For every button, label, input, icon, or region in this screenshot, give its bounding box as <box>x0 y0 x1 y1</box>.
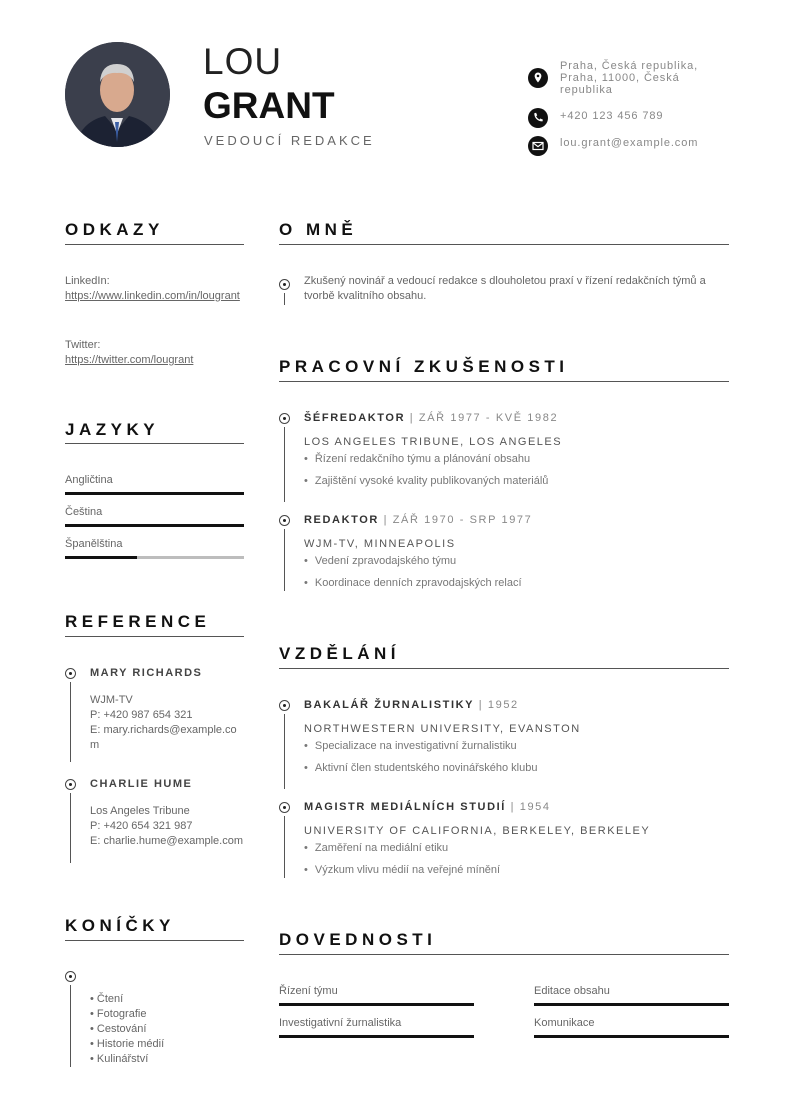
skill-level-bar <box>279 1035 474 1038</box>
timeline-dot-icon <box>65 668 76 679</box>
languages-heading: JAZYKY <box>65 420 160 439</box>
link-item-twitter <box>65 338 245 368</box>
skill-level-bar <box>534 1035 729 1038</box>
skill-level-fill <box>534 1003 729 1006</box>
skill-name: Komunikace <box>534 1017 595 1029</box>
timeline-dot-icon <box>279 515 290 526</box>
first-name: LOU <box>203 41 283 82</box>
language-level-bar <box>65 556 244 559</box>
linkedin-link[interactable]: https://www.linkedin.com/in/lougrant <box>65 290 240 302</box>
education-bullet: • Aktivní člen studentského novinářského klubu <box>304 762 537 774</box>
about-heading: O MNĚ <box>279 220 358 239</box>
skills-heading: DOVEDNOSTI <box>279 930 437 949</box>
location-pin-icon <box>528 68 548 88</box>
timeline-line <box>284 816 285 878</box>
timeline-dot-icon <box>65 971 76 982</box>
reference-phone: P: +420 654 321 987 <box>90 820 193 832</box>
about-rule <box>279 244 729 245</box>
language-level-bar <box>65 492 244 495</box>
timeline-dot-icon <box>279 700 290 711</box>
skill-level-bar <box>279 1003 474 1006</box>
reference-details <box>90 693 245 753</box>
job-title-line: REDAKTOR | ZÁŘ 1970 - SRP 1977 <box>304 514 533 526</box>
links-rule <box>65 244 244 245</box>
education-dates: 1954 <box>519 801 551 813</box>
education-rule <box>279 668 729 669</box>
job-title: REDAKTOR <box>304 514 379 526</box>
timeline-dot-icon <box>279 802 290 813</box>
education-title-line: MAGISTR MEDIÁLNÍCH STUDIÍ | 1954 <box>304 801 551 813</box>
skills-rule <box>279 954 729 955</box>
hobby-item: • Cestování <box>90 1022 164 1037</box>
timeline-line <box>70 985 71 1067</box>
skill-level-fill <box>279 1003 474 1006</box>
timeline-dot-icon <box>279 279 290 290</box>
education-title: BAKALÁŘ ŽURNALISTIKY <box>304 699 475 711</box>
profile-photo <box>65 42 170 147</box>
job-title-line: ŠÉFREDAKTOR | ZÁŘ 1977 - KVĚ 1982 <box>304 412 559 424</box>
links-heading: ODKAZY <box>65 220 164 239</box>
hobbies-list <box>90 992 164 1067</box>
language-level-bar <box>65 524 244 527</box>
about-text: Zkušený novinář a vedoucí redakce s dlouholetou praxí v řízení redakčních týmů a tvorbě kvalitního obsahu. <box>304 275 706 302</box>
language-level-fill <box>65 524 244 527</box>
timeline-line <box>284 714 285 789</box>
last-name: GRANT <box>203 85 335 126</box>
education-title: MAGISTR MEDIÁLNÍCH STUDIÍ <box>304 801 506 813</box>
link-label: Twitter: <box>65 339 101 351</box>
language-level-fill <box>65 556 137 559</box>
job-bullet: • Zajištění vysoké kvality publikovaných materiálů <box>304 475 548 487</box>
reference-email: E: charlie.hume@example.com <box>90 835 244 847</box>
hobby-item: • Čtení <box>90 992 164 1007</box>
reference-email: E: mary.richards@example.com <box>90 724 237 751</box>
skill-level-fill <box>279 1035 474 1038</box>
job-org: LOS ANGELES TRIBUNE, LOS ANGELES <box>304 436 563 448</box>
skill-name: Řízení týmu <box>279 985 338 997</box>
job-role: VEDOUCÍ REDAKCE <box>204 133 375 148</box>
reference-name: CHARLIE HUME <box>90 778 193 790</box>
reference-company: WJM-TV <box>90 694 133 706</box>
timeline-dot-icon <box>279 413 290 424</box>
reference-details <box>90 804 245 849</box>
phone-icon <box>528 108 548 128</box>
language-name: Čeština <box>65 506 103 518</box>
education-bullet: • Specializace na investigativní žurnalistiku <box>304 740 517 752</box>
hobby-item: • Historie médií <box>90 1037 164 1052</box>
language-name: Angličtina <box>65 474 113 486</box>
timeline-line <box>284 427 285 502</box>
skill-level-bar <box>534 1003 729 1006</box>
timeline-line <box>70 793 71 863</box>
language-level-fill <box>65 492 244 495</box>
education-org: UNIVERSITY OF CALIFORNIA, BERKELEY, BERKELEY <box>304 825 651 837</box>
reference-company: Los Angeles Tribune <box>90 805 190 817</box>
email-text: lou.grant@example.com <box>560 137 699 149</box>
address-text: Praha, Česká republika, Praha, 11000, Česká republika <box>560 60 699 96</box>
language-name: Španělština <box>65 538 123 550</box>
link-label: LinkedIn: <box>65 275 110 287</box>
skill-name: Investigativní žurnalistika <box>279 1017 402 1029</box>
reference-phone: P: +420 987 654 321 <box>90 709 193 721</box>
hobbies-rule <box>65 940 244 941</box>
job-bullet: • Řízení redakčního týmu a plánování obsahu <box>304 453 530 465</box>
job-title: ŠÉFREDAKTOR <box>304 412 406 424</box>
job-bullet: • Vedení zpravodajského týmu <box>304 555 456 567</box>
reference-name: MARY RICHARDS <box>90 667 203 679</box>
job-org: WJM-TV, MINNEAPOLIS <box>304 538 456 550</box>
twitter-link[interactable]: https://twitter.com/lougrant <box>65 354 194 366</box>
references-rule <box>65 636 244 637</box>
experience-rule <box>279 381 729 382</box>
education-bullet: • Výzkum vlivu médií na veřejné mínění <box>304 864 500 876</box>
skill-name: Editace obsahu <box>534 985 610 997</box>
timeline-line <box>284 529 285 591</box>
education-dates: 1952 <box>487 699 519 711</box>
hobbies-heading: KONÍČKY <box>65 916 175 935</box>
references-heading: REFERENCE <box>65 612 211 631</box>
education-title-line: BAKALÁŘ ŽURNALISTIKY | 1952 <box>304 699 519 711</box>
timeline-dot-icon <box>65 779 76 790</box>
skill-level-fill <box>534 1035 729 1038</box>
education-org: NORTHWESTERN UNIVERSITY, EVANSTON <box>304 723 581 735</box>
phone-text: +420 123 456 789 <box>560 110 664 122</box>
hobby-item: • Kulinářství <box>90 1052 164 1067</box>
link-item-linkedin <box>65 274 245 304</box>
education-heading: VZDĚLÁNÍ <box>279 644 400 663</box>
envelope-icon <box>528 136 548 156</box>
timeline-line <box>70 682 71 762</box>
languages-rule <box>65 443 244 444</box>
job-dates: ZÁŘ 1970 - SRP 1977 <box>392 514 533 526</box>
hobby-item: • Fotografie <box>90 1007 164 1022</box>
job-dates: ZÁŘ 1977 - KVĚ 1982 <box>418 412 559 424</box>
timeline-line <box>284 293 285 305</box>
job-bullet: • Koordinace denních zpravodajských relací <box>304 577 522 589</box>
experience-heading: PRACOVNÍ ZKUŠENOSTI <box>279 357 569 376</box>
education-bullet: • Zaměření na mediální etiku <box>304 842 448 854</box>
